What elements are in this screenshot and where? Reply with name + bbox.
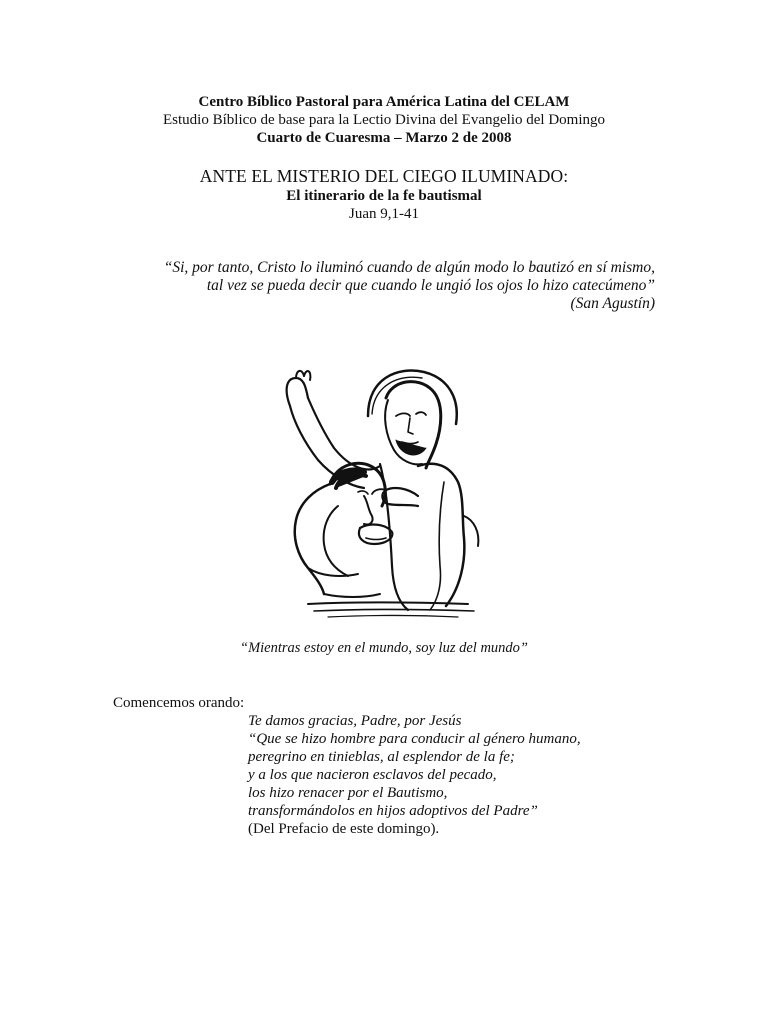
scripture-reference: Juan 9,1-41 bbox=[349, 206, 419, 222]
prayer-line: Te damos gracias, Padre, por Jesús bbox=[248, 713, 462, 729]
header-study: Estudio Bíblico de base para la Lectio Divina del Evangelio del Domingo bbox=[163, 112, 605, 128]
epigraph-author: (San Agustín) bbox=[570, 295, 655, 312]
prayer-line: peregrino en tinieblas, al esplendor de la fe; bbox=[248, 749, 515, 765]
document-title: ANTE EL MISTERIO DEL CIEGO ILUMINADO: bbox=[199, 166, 569, 186]
prayer-line: los hizo renacer por el Bautismo, bbox=[248, 785, 448, 801]
jesus-healing-blind-man-drawing-icon bbox=[268, 356, 486, 618]
prayer-source: (Del Prefacio de este domingo). bbox=[248, 821, 440, 837]
prayer-intro: Comencemos orando: bbox=[113, 695, 245, 711]
epigraph-line-1: “Si, por tanto, Cristo lo iluminó cuando de algún modo lo bautizó en sí mismo, bbox=[163, 259, 655, 276]
document-subtitle: El itinerario de la fe bautismal bbox=[286, 188, 482, 204]
header-organization: Centro Bíblico Pastoral para América Latina del CELAM bbox=[198, 94, 570, 110]
prayer-line: transformándolos en hijos adoptivos del Padre” bbox=[248, 803, 538, 819]
image-caption: “Mientras estoy en el mundo, soy luz del mundo” bbox=[240, 640, 528, 656]
prayer-line: y a los que nacieron esclavos del pecado, bbox=[248, 767, 497, 783]
prayer-block bbox=[248, 712, 581, 838]
header-date: Cuarto de Cuaresma – Marzo 2 de 2008 bbox=[256, 130, 512, 146]
epigraph-line-2: tal vez se pueda decir que cuando le ungió los ojos lo hizo catecúmeno” bbox=[206, 277, 655, 294]
prayer-line: “Que se hizo hombre para conducir al género humano, bbox=[248, 731, 581, 747]
